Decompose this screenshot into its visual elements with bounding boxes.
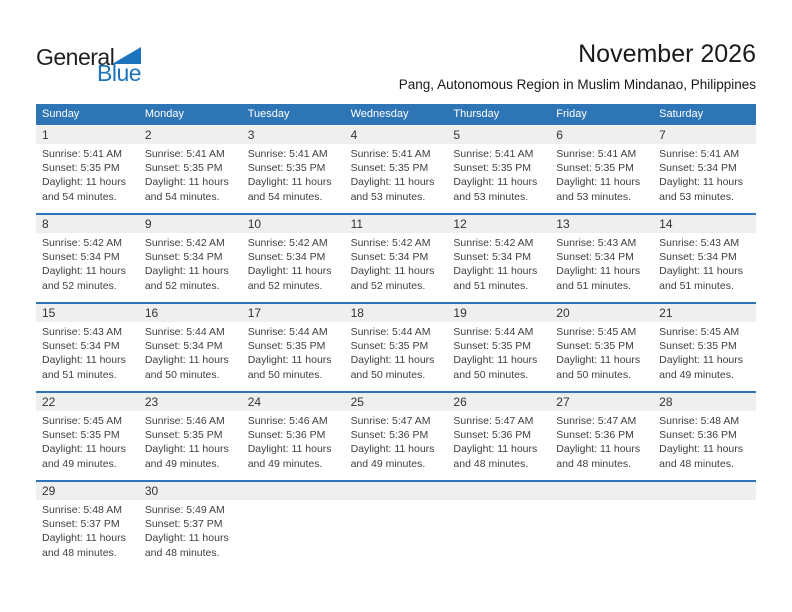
day-cell xyxy=(36,233,139,302)
daylight-text: Daylight: 11 hours xyxy=(42,532,126,545)
sunrise-text: Sunrise: 5:42 AM xyxy=(247,237,328,249)
weekday-header-row xyxy=(36,104,756,125)
calendar-table xyxy=(36,104,756,569)
daylight-text: Daylight: 11 hours xyxy=(144,265,229,278)
daylight-text-2: and 50 minutes. xyxy=(247,368,323,381)
day-number-band xyxy=(36,393,756,411)
sunset-text: Sunset: 5:35 PM xyxy=(42,162,120,175)
day-number: 27 xyxy=(556,395,570,409)
week-row xyxy=(36,480,756,569)
empty-day-number xyxy=(242,482,345,500)
daylight-text: Daylight: 11 hours xyxy=(453,176,538,189)
sunset-text: Sunset: 5:34 PM xyxy=(659,162,737,175)
sunset-text: Sunset: 5:37 PM xyxy=(144,518,223,531)
sunset-text: Sunset: 5:35 PM xyxy=(144,429,223,442)
daylight-text: Daylight: 11 hours xyxy=(659,443,743,456)
day-number: 9 xyxy=(144,217,152,231)
daylight-text: Daylight: 11 hours xyxy=(42,354,126,367)
logo-text-general: General xyxy=(36,44,115,70)
logo-text-blue: Blue xyxy=(97,60,142,86)
sunset-text: Sunset: 5:35 PM xyxy=(556,162,634,175)
day-details-row xyxy=(36,233,756,302)
empty-day-cell xyxy=(653,500,756,569)
weekday-header-thursday: Thursday xyxy=(453,108,500,120)
week-row xyxy=(36,213,756,302)
day-cell xyxy=(242,233,345,302)
daylight-text-2: and 50 minutes. xyxy=(556,368,631,381)
daylight-text: Daylight: 11 hours xyxy=(659,265,743,278)
day-cell xyxy=(345,322,448,391)
sunrise-text: Sunrise: 5:46 AM xyxy=(247,415,328,427)
sunrise-text: Sunrise: 5:47 AM xyxy=(350,415,431,427)
weekday-header-sunday: Sunday xyxy=(42,108,80,120)
sunset-text: Sunset: 5:34 PM xyxy=(144,251,223,264)
daylight-text: Daylight: 11 hours xyxy=(556,176,641,189)
sunrise-text: Sunrise: 5:45 AM xyxy=(556,326,637,338)
sunset-text: Sunset: 5:35 PM xyxy=(453,162,532,175)
location-subtitle: Pang, Autonomous Region in Muslim Mindanao, Philippines xyxy=(398,77,756,92)
empty-day-cell xyxy=(550,500,653,569)
daylight-text-2: and 48 minutes. xyxy=(659,457,734,470)
sunset-text: Sunset: 5:35 PM xyxy=(42,429,120,442)
sunset-text: Sunset: 5:35 PM xyxy=(144,162,223,175)
daylight-text-2: and 50 minutes. xyxy=(453,368,529,381)
daylight-text-2: and 53 minutes. xyxy=(350,190,426,203)
empty-day-number xyxy=(550,482,653,500)
day-number: 20 xyxy=(556,306,570,320)
day-number: 3 xyxy=(247,128,255,142)
day-cell xyxy=(36,500,139,569)
sunrise-text: Sunrise: 5:41 AM xyxy=(453,148,534,160)
general-blue-logo xyxy=(36,44,156,88)
day-number: 14 xyxy=(659,217,673,231)
day-number: 16 xyxy=(144,306,159,320)
daylight-text-2: and 51 minutes. xyxy=(42,368,117,381)
sunrise-text: Sunrise: 5:41 AM xyxy=(247,148,328,160)
sunrise-text: Sunrise: 5:45 AM xyxy=(659,326,740,338)
empty-day-cell xyxy=(447,500,550,569)
week-row xyxy=(36,126,756,213)
day-number: 12 xyxy=(453,217,467,231)
sunrise-text: Sunrise: 5:43 AM xyxy=(42,326,122,338)
sunset-text: Sunset: 5:35 PM xyxy=(350,162,429,175)
daylight-text: Daylight: 11 hours xyxy=(247,265,332,278)
sunrise-text: Sunrise: 5:43 AM xyxy=(556,237,637,249)
empty-day-number xyxy=(345,482,448,500)
day-number: 24 xyxy=(247,395,262,409)
sunrise-text: Sunrise: 5:42 AM xyxy=(350,237,431,249)
sunset-text: Sunset: 5:35 PM xyxy=(247,162,326,175)
calendar-weeks xyxy=(36,126,756,569)
daylight-text-2: and 52 minutes. xyxy=(144,279,220,292)
day-details-row xyxy=(36,411,756,480)
day-cell xyxy=(36,411,139,480)
weekday-header-wednesday: Wednesday xyxy=(350,108,409,120)
daylight-text-2: and 52 minutes. xyxy=(350,279,426,292)
daylight-text: Daylight: 11 hours xyxy=(350,265,435,278)
daylight-text: Daylight: 11 hours xyxy=(42,443,126,456)
daylight-text-2: and 48 minutes. xyxy=(42,546,117,559)
sunset-text: Sunset: 5:34 PM xyxy=(453,251,532,264)
weekday-header-friday: Friday xyxy=(556,108,587,120)
daylight-text-2: and 54 minutes. xyxy=(42,190,117,203)
sunrise-text: Sunrise: 5:46 AM xyxy=(144,415,225,427)
day-cell xyxy=(550,233,653,302)
daylight-text: Daylight: 11 hours xyxy=(247,176,332,189)
daylight-text-2: and 49 minutes. xyxy=(350,457,426,470)
sunset-text: Sunset: 5:34 PM xyxy=(42,251,120,264)
day-number: 8 xyxy=(42,217,49,231)
day-details-row xyxy=(36,144,756,213)
day-cell xyxy=(139,144,242,213)
day-cell xyxy=(242,144,345,213)
sunset-text: Sunset: 5:36 PM xyxy=(350,429,429,442)
daylight-text: Daylight: 11 hours xyxy=(144,443,229,456)
day-number: 1 xyxy=(42,128,49,142)
daylight-text: Daylight: 11 hours xyxy=(247,443,332,456)
daylight-text: Daylight: 11 hours xyxy=(556,443,641,456)
day-cell xyxy=(550,322,653,391)
empty-day-number xyxy=(653,482,756,500)
day-number-band xyxy=(36,304,756,322)
sunset-text: Sunset: 5:35 PM xyxy=(659,340,737,353)
day-number: 15 xyxy=(42,306,56,320)
sunset-text: Sunset: 5:35 PM xyxy=(556,340,634,353)
day-details-row xyxy=(36,322,756,391)
sunrise-text: Sunrise: 5:48 AM xyxy=(42,504,122,516)
sunrise-text: Sunrise: 5:41 AM xyxy=(659,148,740,160)
day-cell xyxy=(139,233,242,302)
daylight-text-2: and 54 minutes. xyxy=(144,190,220,203)
day-number: 6 xyxy=(556,128,563,142)
sunrise-text: Sunrise: 5:45 AM xyxy=(42,415,122,427)
sunrise-text: Sunrise: 5:44 AM xyxy=(247,326,328,338)
day-cell xyxy=(345,411,448,480)
day-number: 22 xyxy=(42,395,56,409)
day-number: 10 xyxy=(247,217,262,231)
daylight-text: Daylight: 11 hours xyxy=(659,176,743,189)
daylight-text: Daylight: 11 hours xyxy=(453,265,538,278)
day-cell xyxy=(550,144,653,213)
sunrise-text: Sunrise: 5:44 AM xyxy=(453,326,534,338)
daylight-text-2: and 50 minutes. xyxy=(144,368,220,381)
sunrise-text: Sunrise: 5:41 AM xyxy=(556,148,637,160)
sunset-text: Sunset: 5:34 PM xyxy=(350,251,429,264)
day-number: 11 xyxy=(350,217,364,231)
day-cell xyxy=(139,500,242,569)
day-number: 23 xyxy=(144,395,159,409)
day-cell xyxy=(550,411,653,480)
sunrise-text: Sunrise: 5:42 AM xyxy=(453,237,534,249)
sunset-text: Sunset: 5:34 PM xyxy=(247,251,326,264)
day-number: 29 xyxy=(42,484,56,498)
sunrise-text: Sunrise: 5:42 AM xyxy=(42,237,122,249)
day-cell xyxy=(242,411,345,480)
daylight-text: Daylight: 11 hours xyxy=(144,532,229,545)
day-number: 28 xyxy=(659,395,673,409)
daylight-text-2: and 51 minutes. xyxy=(659,279,734,292)
empty-day-cell xyxy=(242,500,345,569)
day-number: 4 xyxy=(350,128,358,142)
day-cell xyxy=(447,411,550,480)
daylight-text-2: and 48 minutes. xyxy=(453,457,529,470)
day-number-band xyxy=(36,482,756,500)
weekday-header-saturday: Saturday xyxy=(659,108,704,120)
weekday-header-tuesday: Tuesday xyxy=(247,108,290,120)
daylight-text-2: and 53 minutes. xyxy=(453,190,529,203)
sunrise-text: Sunrise: 5:47 AM xyxy=(453,415,534,427)
day-number-band xyxy=(36,215,756,233)
sunrise-text: Sunrise: 5:44 AM xyxy=(144,326,225,338)
week-row xyxy=(36,391,756,480)
daylight-text-2: and 49 minutes. xyxy=(144,457,220,470)
daylight-text: Daylight: 11 hours xyxy=(350,443,435,456)
daylight-text: Daylight: 11 hours xyxy=(42,265,126,278)
day-cell xyxy=(447,233,550,302)
daylight-text-2: and 52 minutes. xyxy=(247,279,323,292)
daylight-text: Daylight: 11 hours xyxy=(556,265,641,278)
empty-day-number xyxy=(447,482,550,500)
sunrise-text: Sunrise: 5:49 AM xyxy=(144,504,225,516)
day-number: 21 xyxy=(659,306,673,320)
day-number: 7 xyxy=(659,128,666,142)
day-details-row xyxy=(36,500,756,569)
day-cell xyxy=(242,322,345,391)
sunrise-text: Sunrise: 5:47 AM xyxy=(556,415,637,427)
sunrise-text: Sunrise: 5:41 AM xyxy=(350,148,431,160)
day-number: 2 xyxy=(144,128,152,142)
daylight-text: Daylight: 11 hours xyxy=(144,176,229,189)
sunrise-text: Sunrise: 5:41 AM xyxy=(42,148,122,160)
daylight-text: Daylight: 11 hours xyxy=(659,354,743,367)
sunset-text: Sunset: 5:37 PM xyxy=(42,518,120,531)
sunset-text: Sunset: 5:35 PM xyxy=(350,340,429,353)
daylight-text-2: and 53 minutes. xyxy=(659,190,734,203)
sunset-text: Sunset: 5:36 PM xyxy=(453,429,532,442)
daylight-text-2: and 54 minutes. xyxy=(247,190,323,203)
sunset-text: Sunset: 5:35 PM xyxy=(247,340,326,353)
daylight-text: Daylight: 11 hours xyxy=(453,443,538,456)
day-number-band xyxy=(36,126,756,144)
day-cell xyxy=(139,322,242,391)
day-number: 25 xyxy=(350,395,364,409)
day-number: 5 xyxy=(453,128,461,142)
daylight-text-2: and 51 minutes. xyxy=(556,279,631,292)
sunset-text: Sunset: 5:36 PM xyxy=(659,429,737,442)
day-number: 19 xyxy=(453,306,467,320)
sunset-text: Sunset: 5:35 PM xyxy=(453,340,532,353)
daylight-text-2: and 50 minutes. xyxy=(350,368,426,381)
weekday-header-monday: Monday xyxy=(144,108,184,120)
sunset-text: Sunset: 5:36 PM xyxy=(556,429,634,442)
daylight-text-2: and 49 minutes. xyxy=(659,368,734,381)
day-cell xyxy=(36,322,139,391)
sunrise-text: Sunrise: 5:43 AM xyxy=(659,237,740,249)
empty-day-cell xyxy=(345,500,448,569)
sunset-text: Sunset: 5:34 PM xyxy=(42,340,120,353)
daylight-text-2: and 48 minutes. xyxy=(144,546,220,559)
daylight-text-2: and 53 minutes. xyxy=(556,190,631,203)
day-cell xyxy=(36,144,139,213)
day-cell xyxy=(447,322,550,391)
daylight-text: Daylight: 11 hours xyxy=(247,354,332,367)
daylight-text: Daylight: 11 hours xyxy=(144,354,229,367)
sunset-text: Sunset: 5:34 PM xyxy=(556,251,634,264)
day-number: 26 xyxy=(453,395,467,409)
day-cell xyxy=(653,233,756,302)
month-title: November 2026 xyxy=(578,40,756,68)
day-cell xyxy=(653,322,756,391)
sunrise-text: Sunrise: 5:48 AM xyxy=(659,415,740,427)
sunset-text: Sunset: 5:36 PM xyxy=(247,429,326,442)
daylight-text: Daylight: 11 hours xyxy=(556,354,641,367)
day-number: 17 xyxy=(247,306,262,320)
sunrise-text: Sunrise: 5:41 AM xyxy=(144,148,225,160)
daylight-text: Daylight: 11 hours xyxy=(350,176,435,189)
sunrise-text: Sunrise: 5:44 AM xyxy=(350,326,431,338)
daylight-text-2: and 49 minutes. xyxy=(42,457,117,470)
day-cell xyxy=(653,144,756,213)
day-cell xyxy=(139,411,242,480)
daylight-text-2: and 49 minutes. xyxy=(247,457,323,470)
sunset-text: Sunset: 5:34 PM xyxy=(144,340,223,353)
daylight-text: Daylight: 11 hours xyxy=(350,354,435,367)
sunset-text: Sunset: 5:34 PM xyxy=(659,251,737,264)
daylight-text-2: and 52 minutes. xyxy=(42,279,117,292)
day-number: 18 xyxy=(350,306,364,320)
day-cell xyxy=(345,144,448,213)
day-number: 13 xyxy=(556,217,570,231)
day-number: 30 xyxy=(144,484,159,498)
sunrise-text: Sunrise: 5:42 AM xyxy=(144,237,225,249)
week-row xyxy=(36,302,756,391)
daylight-text: Daylight: 11 hours xyxy=(453,354,538,367)
daylight-text-2: and 48 minutes. xyxy=(556,457,631,470)
day-cell xyxy=(653,411,756,480)
day-cell xyxy=(345,233,448,302)
daylight-text: Daylight: 11 hours xyxy=(42,176,126,189)
day-cell xyxy=(447,144,550,213)
daylight-text-2: and 51 minutes. xyxy=(453,279,529,292)
